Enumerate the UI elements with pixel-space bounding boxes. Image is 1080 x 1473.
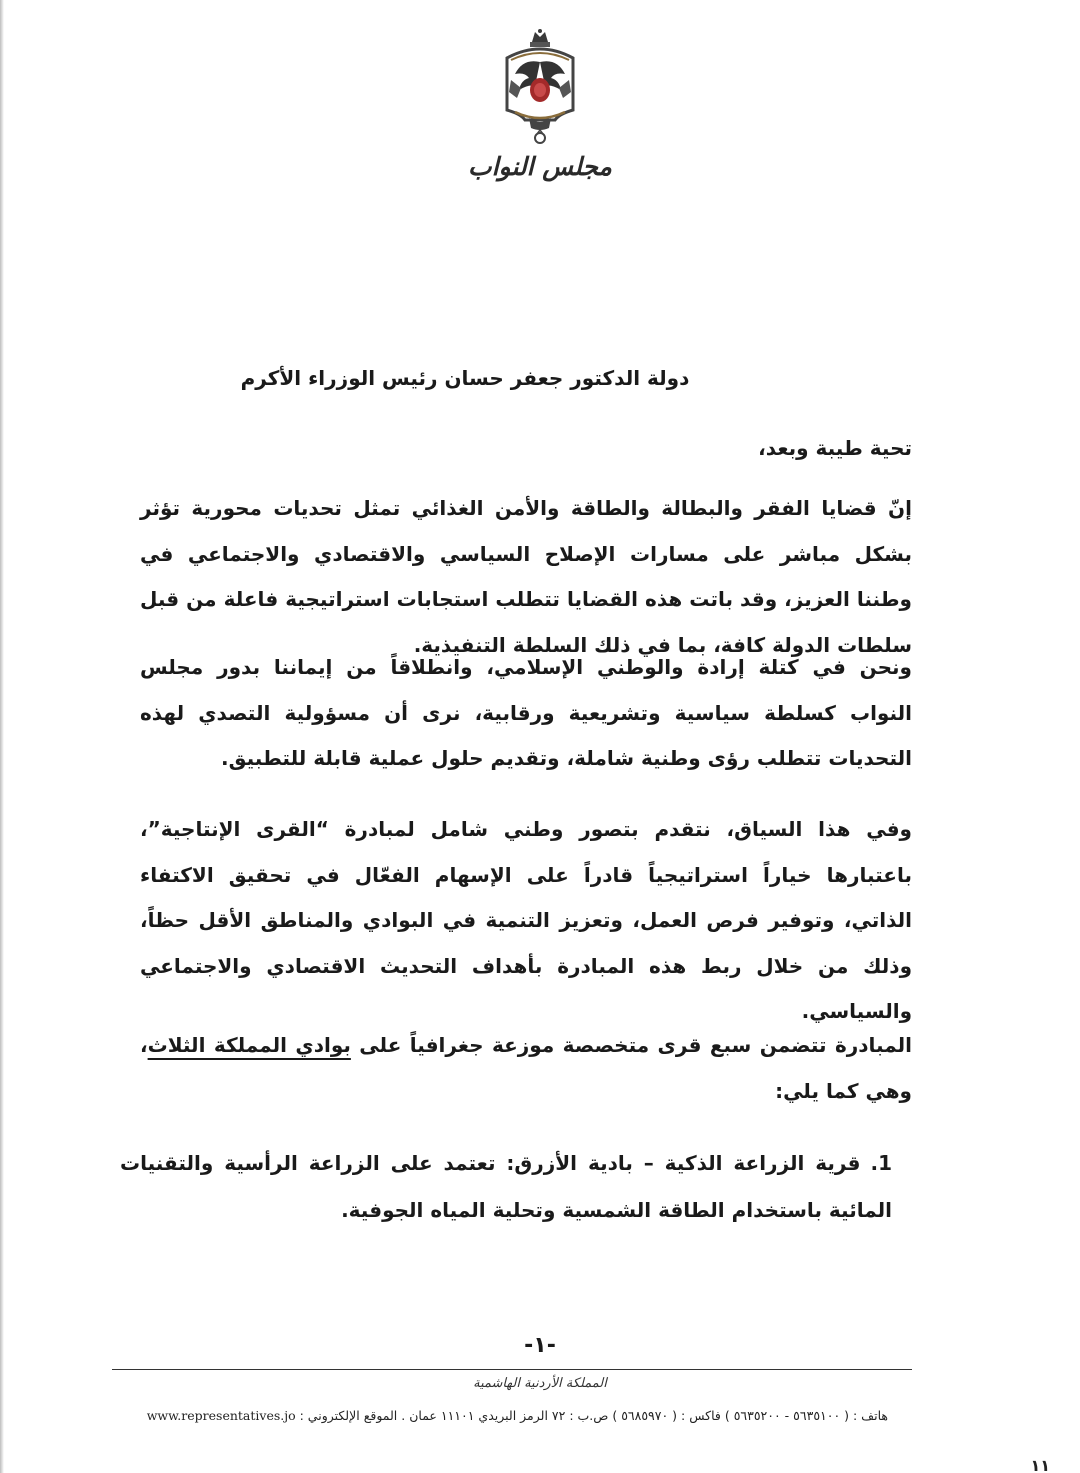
footer-kingdom-name: المملكة الأردنية الهاشمية [473,1376,607,1391]
list-item [120,1140,892,1234]
jordan-coat-of-arms-icon [499,28,581,148]
letter-paragraph-2: ونحن في كتلة إرادة والوطني الإسلامي، وانطلاقاً من إيماننا بدور مجلس النواب كسلطة سياسية وتشريعية ورقابية، نرى أن مسؤولية التصدي لهذه التحديات تتطلب رؤى وطنية شاملة، وتقديم حلول عملية قابلة للتطبيق. [140,655,912,770]
footer-divider [112,1369,912,1370]
letter-greeting: تحية طيبة وبعد، [758,436,912,460]
footer-contact-line [128,1408,888,1423]
corner-mark: ١١ [1030,1456,1050,1473]
letter-addressee: دولة الدكتور جعفر حسان رئيس الوزراء الأكرم [240,366,690,390]
paragraph-4-underlined: بوادي المملكة الثلاث [147,1033,351,1057]
list-item-number: 1. [870,1151,892,1175]
letter-paragraph-3: وفي هذا السياق، نتقدم بتصور وطني شامل لمبادرة “القرى الإنتاجية”، باعتبارها خياراً استراتيجياً قادراً على الإسهام الفعّال في تحقيق الاكتفاء الذاتي، وتوفير فرص العمل، وتعزيز التنمية في البوادي والمناطق الأقل حظاً، وذلك من خلال ربط هذه المبادرة بأهداف التحديث الاقتصادي والاجتماعي والسياسي. [140,817,912,1023]
list-item-text: قرية الزراعة الذكية – بادية الأزرق: تعتمد على الزراعة الرأسية والتقنيات المائية باستخدام الطاقة الشمسية وتحلية المياه الجوفية. [120,1151,892,1222]
paragraph-4-start: المبادرة تتضمن سبع قرى متخصصة موزعة جغرافياً على [350,1033,912,1057]
paragraph-4-end: ، وهي كما يلي: [140,1033,912,1103]
footer-contact-details: هاتف : ( ٥٦٣٥١٠٠ - ٥٦٣٥٢٠٠ ) فاكس : ( ٥٦٨٥٩٧٠ ) ص.ب : ٧٢ الرمز البريدي ١١١٠١ عمان . الموقع الإلكتروني : [295,1408,888,1423]
scan-edge [0,0,4,1473]
letterhead-house-name: مجلس النواب [468,152,612,181]
page-number: -١- [524,1333,556,1358]
letter-paragraph-4 [140,1023,912,1114]
letter-paragraph-1: إنّ قضايا الفقر والبطالة والطاقة والأمن الغذائي تمثل تحديات محورية تؤثر بشكل مباشر على مسارات الإصلاح السياسي والاقتصادي والاجتماعي في وطننا العزيز، وقد باتت هذه القضايا تتطلب استجابات استراتيجية فاعلة من قبل سلطات الدولة كافة، بما في ذلك السلطة التنفيذية. [140,496,912,657]
footer-website-link[interactable]: www.representatives.jo [146,1408,296,1423]
